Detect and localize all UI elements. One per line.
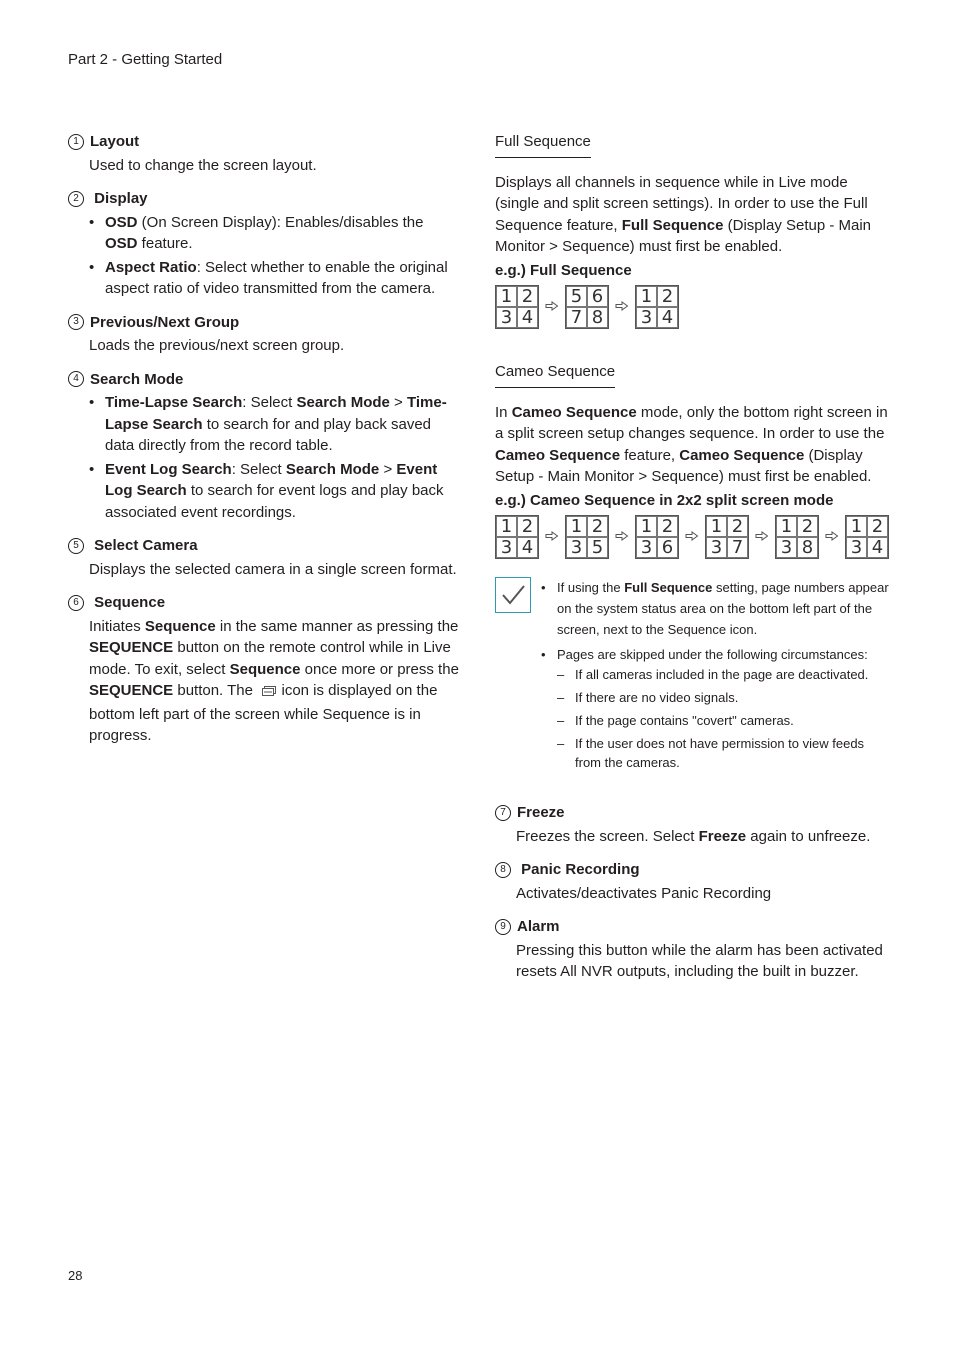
list-item: • Aspect Ratio: Select whether to enable the original aspect ratio of video transmitted from the camera. (89, 257, 460, 300)
section-body: Freezes the screen. Select Freeze again to unfreeze. (516, 827, 871, 845)
section-panic-recording (495, 859, 890, 904)
screen-grid (565, 515, 609, 559)
screen-grid (565, 285, 609, 329)
section-alarm (495, 916, 890, 983)
section-body: Initiates Sequence in the same manner as pressing the SEQUENCE button on the remote control while in Live mode. To exit, select Sequence once more or press the SEQUENCE button. The icon is displayed on the bottom left part of the screen while Sequence is in progress. (89, 617, 459, 744)
arrow-icon (679, 526, 705, 548)
screen-grid (845, 515, 889, 559)
arrow-icon (819, 526, 845, 548)
paragraph: In Cameo Sequence mode, only the bottom right screen in a split screen setup changes sequence. In order to use the Cameo Sequence feature, Cameo Sequence (Display Setup - Main Monitor > Sequence) must first be enabled. (495, 403, 888, 485)
grid-cell: 2 (727, 516, 748, 537)
cameo-sequence-section (495, 361, 890, 559)
check-icon (495, 577, 531, 613)
grid-cell: 5 (587, 537, 608, 558)
section-layout (68, 131, 460, 176)
grid-cell: 1 (706, 516, 727, 537)
screen-grid (495, 285, 539, 329)
left-column (68, 131, 460, 759)
cameo-sequence-heading: Cameo Sequence (495, 361, 615, 388)
page-header: Part 2 - Getting Started (68, 51, 223, 68)
screen-grid (495, 515, 539, 559)
arrow-icon (749, 526, 775, 548)
grid-cell: 7 (566, 307, 587, 328)
arrow-icon (539, 526, 565, 548)
screen-grid (635, 285, 679, 329)
number-badge: 5 (68, 538, 84, 554)
section-body: Displays the selected camera in a single screen format. (89, 560, 457, 578)
list-item: • Pages are skipped under the following circumstances: – If all cameras included in the page are deactivated. – If there are no video signals. – If the page contains "covert" cameras. – If the user does not have permission to view feeds from the cameras. (541, 644, 890, 772)
grid-cell: 4 (867, 537, 888, 558)
section-title: Select Camera (94, 537, 198, 554)
number-badge: 9 (495, 919, 511, 935)
section-select-camera (68, 535, 460, 580)
section-title: Previous/Next Group (90, 313, 240, 331)
note-body (541, 577, 890, 776)
section-title: Panic Recording (521, 861, 640, 878)
grid-cell: 4 (657, 307, 678, 328)
section-previous-next-group (68, 312, 460, 357)
list-item: • Event Log Search: Select Search Mode > Event Log Search to search for event logs and play back associated event recordings. (89, 459, 460, 524)
number-badge: 4 (68, 371, 84, 387)
grid-cell: 8 (587, 307, 608, 328)
number-badge: 3 (68, 314, 84, 330)
sequence-icon (261, 682, 277, 704)
list-item: • Time-Lapse Search: Select Search Mode > Time-Lapse Search to search for and play back saved data directly from the record table. (89, 392, 460, 457)
arrow-icon (609, 296, 635, 318)
grid-cell: 2 (517, 516, 538, 537)
list-item: – If all cameras included in the page are deactivated. (557, 665, 890, 684)
grid-cell: 3 (636, 307, 657, 328)
list-item: • OSD (On Screen Display): Enables/disables the OSD feature. (89, 212, 460, 255)
grid-cell: 3 (636, 537, 657, 558)
grid-cell: 2 (657, 516, 678, 537)
section-title: Display (94, 190, 148, 207)
number-badge: 2 (68, 191, 84, 207)
grid-cell: 4 (517, 307, 538, 328)
section-title: Alarm (517, 918, 560, 935)
grid-cell: 1 (846, 516, 867, 537)
grid-cell: 3 (706, 537, 727, 558)
grid-cell: 5 (566, 286, 587, 307)
grid-cell: 2 (517, 286, 538, 307)
screen-grid (705, 515, 749, 559)
full-sequence-heading: Full Sequence (495, 131, 591, 158)
section-body: Loads the previous/next screen group. (89, 337, 345, 354)
grid-cell: 7 (727, 537, 748, 558)
section-title: Layout (90, 133, 140, 150)
example-label: e.g.) Cameo Sequence in 2x2 split screen mode (495, 491, 834, 509)
number-badge: 8 (495, 862, 511, 878)
grid-cell: 3 (846, 537, 867, 558)
screen-grid (775, 515, 819, 559)
page-number: 28 (68, 1268, 83, 1283)
grid-cell: 6 (657, 537, 678, 558)
grid-cell: 2 (657, 286, 678, 307)
grid-cell: 1 (636, 516, 657, 537)
screen-grid (635, 515, 679, 559)
list-item: – If there are no video signals. (557, 688, 890, 707)
right-column (495, 131, 890, 995)
grid-cell: 4 (517, 537, 538, 558)
grid-cell: 3 (496, 537, 517, 558)
full-sequence-diagram (495, 285, 890, 329)
arrow-icon (609, 526, 635, 548)
grid-cell: 1 (496, 286, 517, 307)
paragraph: Displays all channels in sequence while in Live mode (single and split screen settings). In order to use the Full Sequence feature, Full Sequence (Display Setup - Main Monitor > Sequence) must first be enabled. (495, 173, 872, 255)
list-item: • If using the Full Sequence setting, page numbers appear on the system status area on the bottom left part of the screen, next to the Sequence icon. (541, 577, 890, 640)
example-label: e.g.) Full Sequence (495, 261, 632, 279)
note-box (495, 577, 890, 776)
grid-cell: 3 (496, 307, 517, 328)
grid-cell: 2 (867, 516, 888, 537)
section-body: Activates/deactivates Panic Recording (516, 884, 772, 902)
section-body: Used to change the screen layout. (89, 156, 317, 174)
grid-cell: 2 (797, 516, 818, 537)
grid-cell: 8 (797, 537, 818, 558)
grid-cell: 1 (776, 516, 797, 537)
grid-cell: 1 (496, 516, 517, 537)
number-badge: 6 (68, 595, 84, 611)
section-body: Pressing this button while the alarm has been activated resets All NVR outputs, including the built in buzzer. (516, 941, 883, 980)
section-sequence (68, 592, 460, 747)
grid-cell: 6 (587, 286, 608, 307)
grid-cell: 3 (776, 537, 797, 558)
section-title: Freeze (517, 804, 565, 821)
full-sequence-section (495, 131, 890, 329)
section-search-mode (68, 369, 460, 524)
grid-cell: 2 (587, 516, 608, 537)
number-badge: 1 (68, 134, 84, 150)
section-display (68, 188, 460, 300)
grid-cell: 1 (566, 516, 587, 537)
arrow-icon (539, 296, 565, 318)
grid-cell: 1 (636, 286, 657, 307)
list-item: – If the user does not have permission to view feeds from the cameras. (557, 734, 890, 772)
list-item: – If the page contains "covert" cameras. (557, 711, 890, 730)
number-badge: 7 (495, 805, 511, 821)
cameo-sequence-diagram (495, 515, 890, 559)
section-freeze (495, 802, 890, 847)
section-title: Sequence (94, 594, 166, 611)
grid-cell: 3 (566, 537, 587, 558)
section-title: Search Mode (90, 370, 184, 388)
